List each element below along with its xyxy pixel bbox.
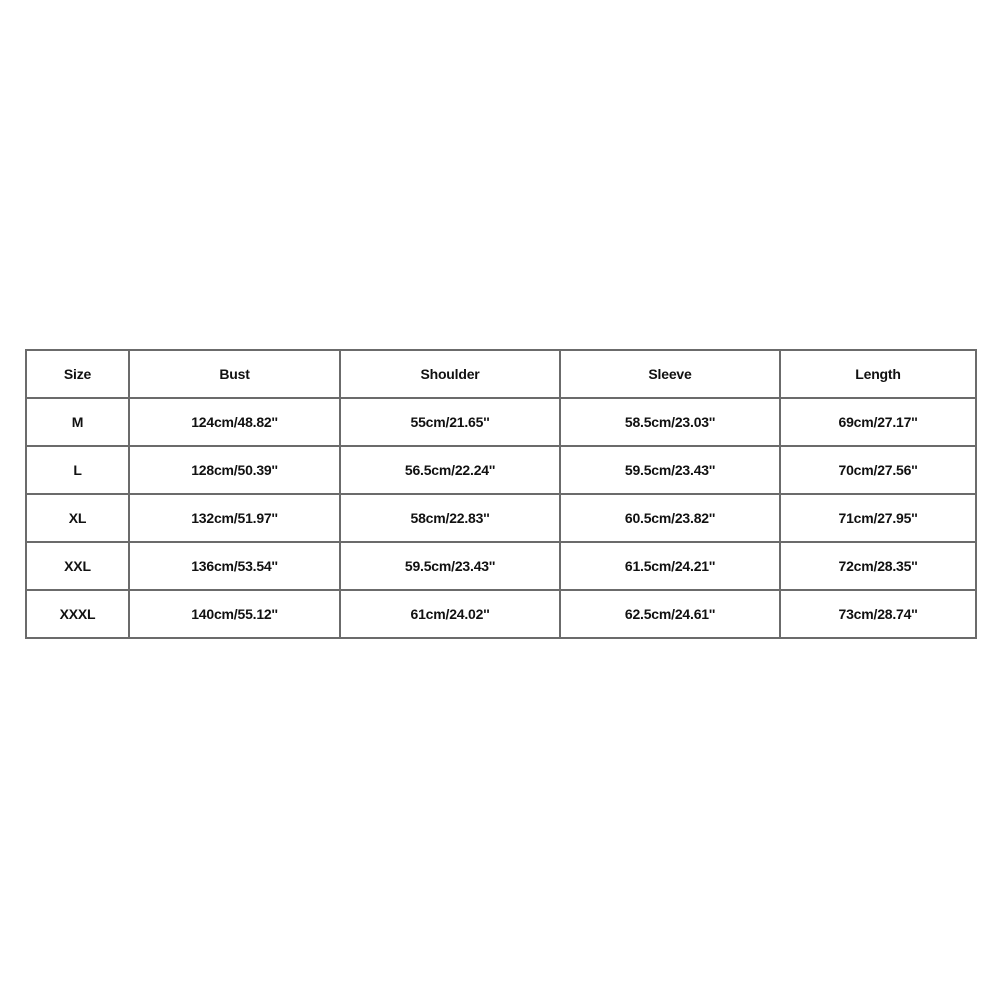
cell-sleeve: 62.5cm/24.61'' [560,590,780,638]
cell-shoulder: 56.5cm/22.24'' [340,446,560,494]
cell-bust: 124cm/48.82'' [129,398,340,446]
cell-length: 70cm/27.56'' [780,446,976,494]
cell-length: 73cm/28.74'' [780,590,976,638]
cell-length: 71cm/27.95'' [780,494,976,542]
cell-sleeve: 58.5cm/23.03'' [560,398,780,446]
header-size: Size [26,350,129,398]
header-row [26,350,976,398]
header-shoulder: Shoulder [340,350,560,398]
cell-length: 72cm/28.35'' [780,542,976,590]
cell-sleeve: 61.5cm/24.21'' [560,542,780,590]
table-row [26,542,976,590]
cell-size: L [26,446,129,494]
cell-bust: 140cm/55.12'' [129,590,340,638]
cell-shoulder: 59.5cm/23.43'' [340,542,560,590]
table-row [26,398,976,446]
table-row [26,446,976,494]
header-sleeve: Sleeve [560,350,780,398]
cell-bust: 128cm/50.39'' [129,446,340,494]
cell-bust: 136cm/53.54'' [129,542,340,590]
cell-sleeve: 60.5cm/23.82'' [560,494,780,542]
cell-shoulder: 61cm/24.02'' [340,590,560,638]
cell-size: XL [26,494,129,542]
cell-shoulder: 55cm/21.65'' [340,398,560,446]
table-row [26,590,976,638]
cell-size: M [26,398,129,446]
cell-sleeve: 59.5cm/23.43'' [560,446,780,494]
size-chart-table [25,349,977,639]
cell-shoulder: 58cm/22.83'' [340,494,560,542]
header-bust: Bust [129,350,340,398]
cell-length: 69cm/27.17'' [780,398,976,446]
cell-bust: 132cm/51.97'' [129,494,340,542]
table-row [26,494,976,542]
cell-size: XXXL [26,590,129,638]
header-length: Length [780,350,976,398]
cell-size: XXL [26,542,129,590]
